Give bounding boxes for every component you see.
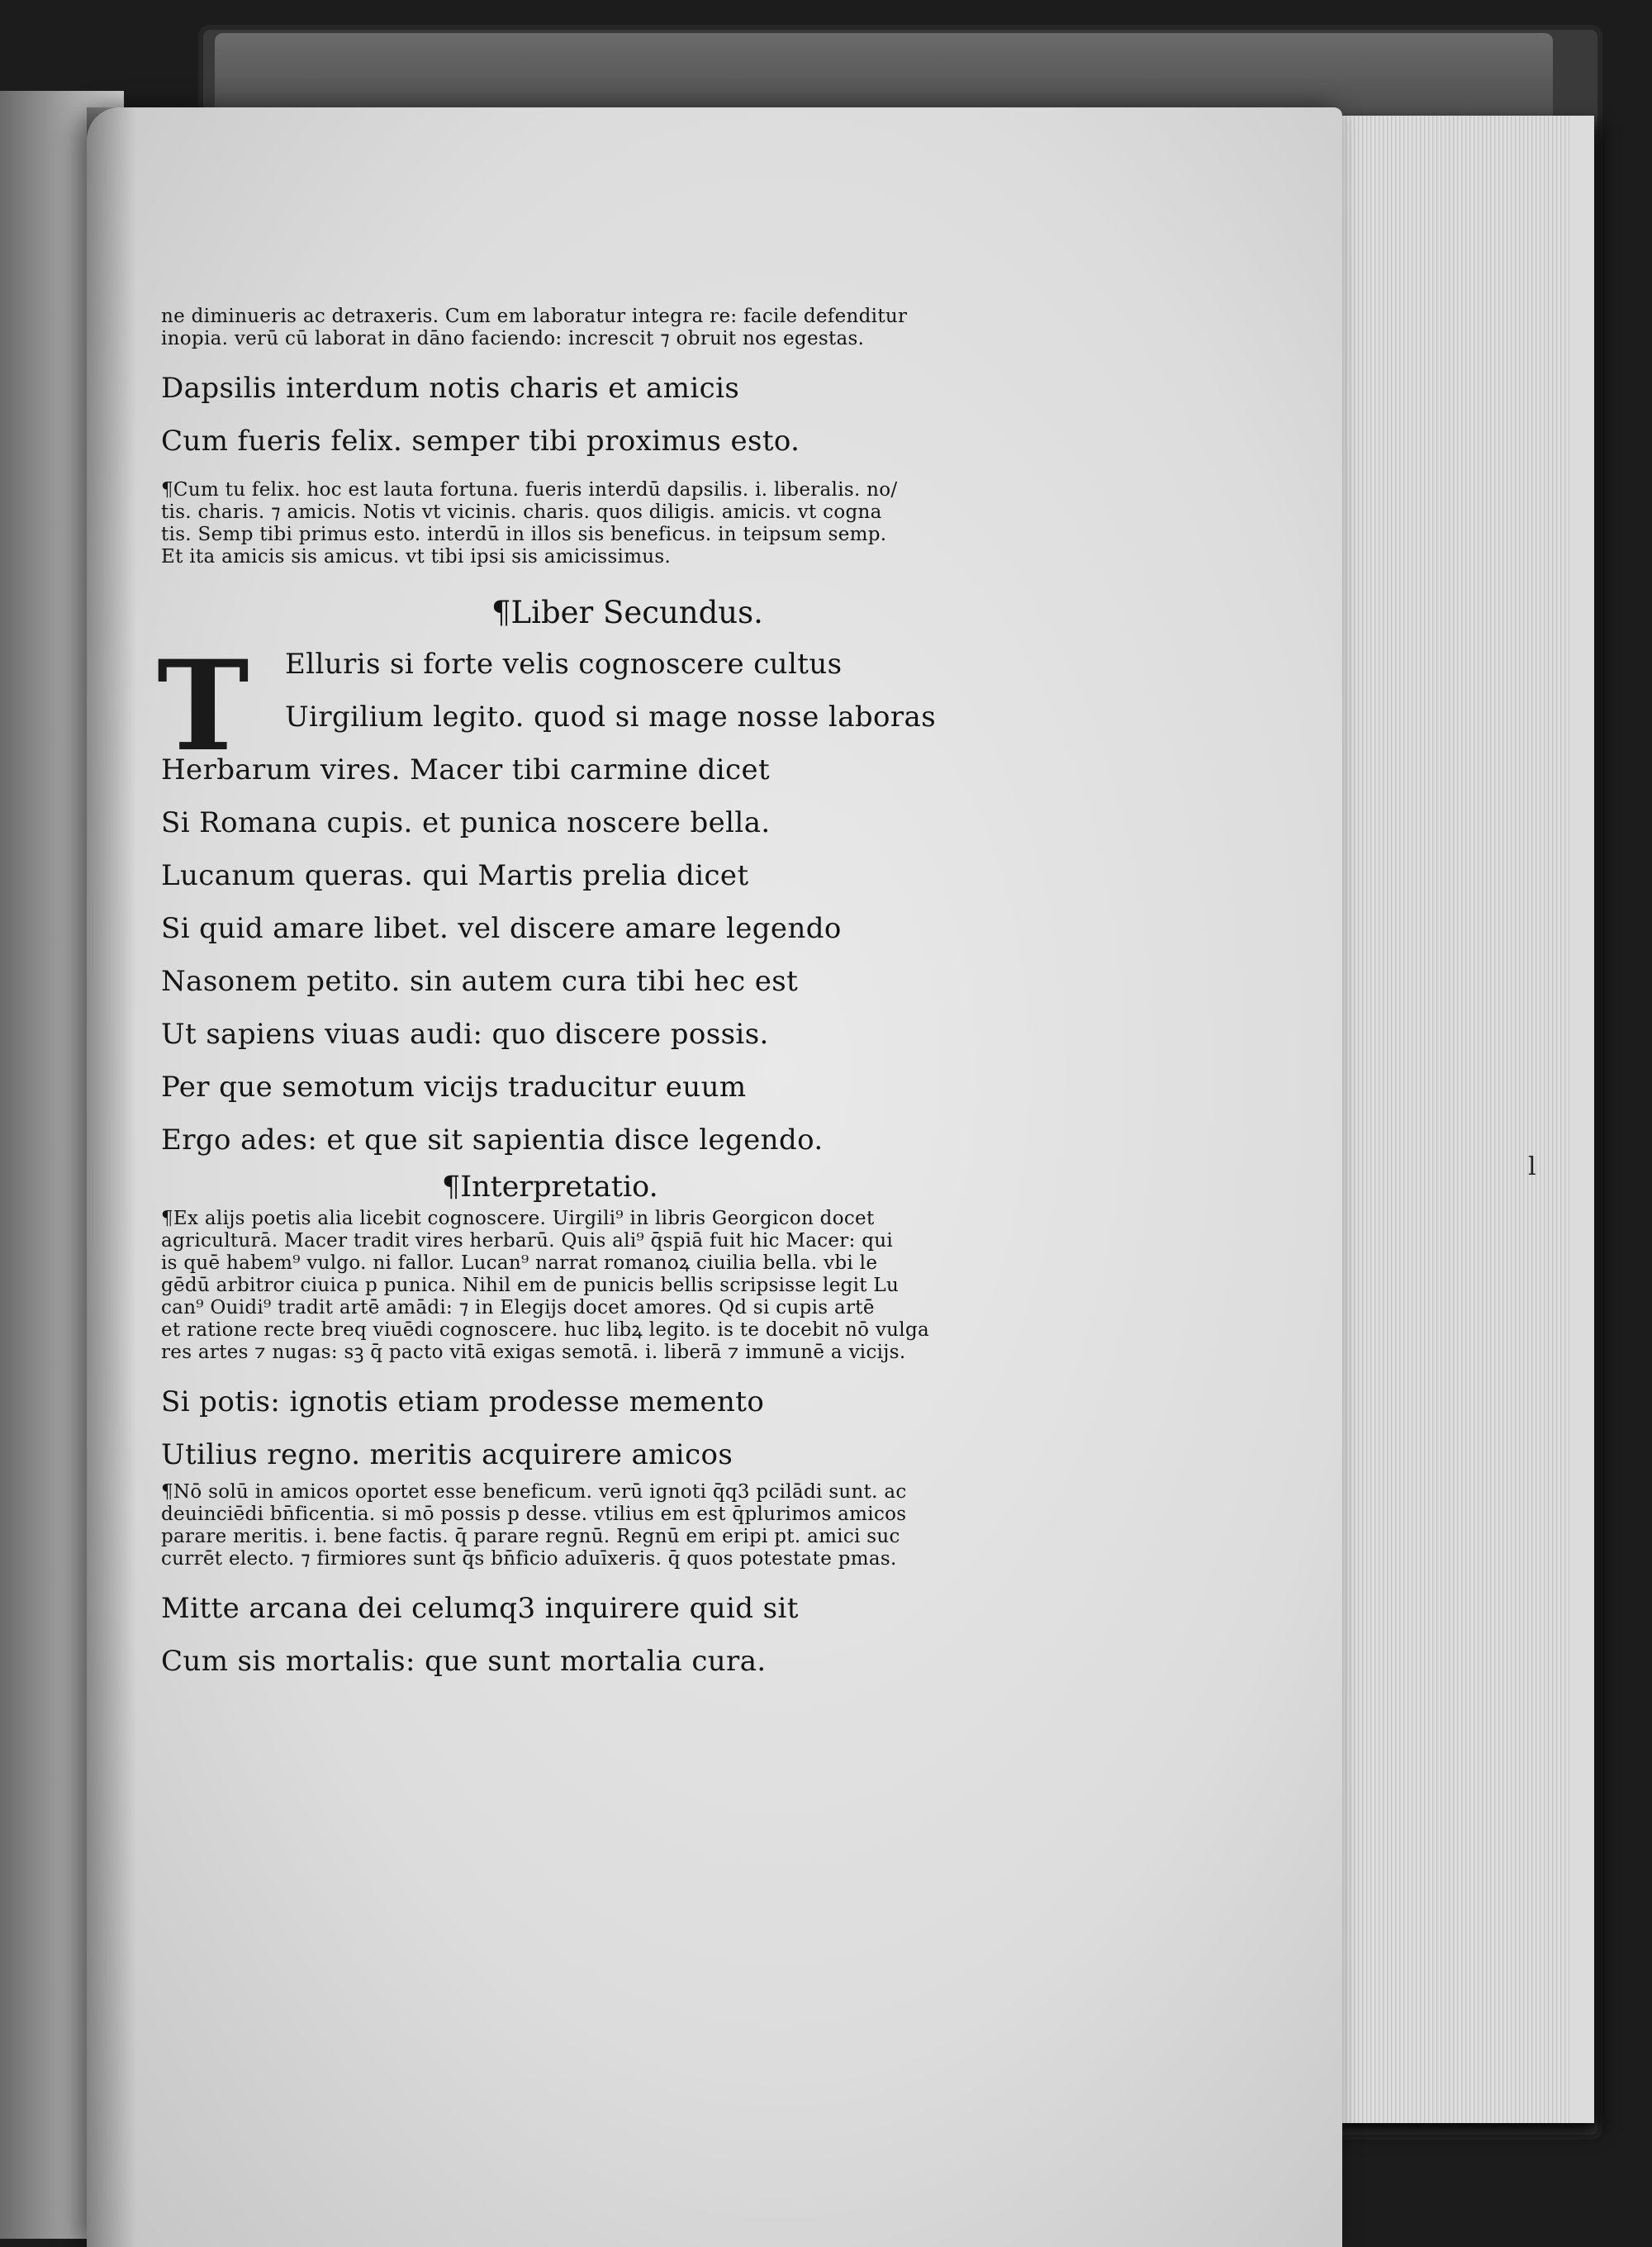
gloss-line: is quē habem⁹ vulgo. ni fallor. Lucan⁹ narrat romanoꝝ ciuilia bella. vbi le <box>161 1252 878 1274</box>
gloss-line: parare meritis. i. bene factis. q̄ parare regnū. Regnū em eripi pt. amici suc <box>161 1526 900 1547</box>
printed-text-block <box>157 306 1078 1688</box>
verse-group-4 <box>161 1582 1078 1688</box>
gloss-line: inopia. verū cū laborat in dāno faciendo: increscit ⁊ obruit nos egestas. <box>161 328 865 349</box>
gloss-line: can⁹ Ouidi⁹ tradit artē amādi: ⁊ in Elegijs docet amores. Qd si cupis artē <box>161 1297 875 1318</box>
gloss-line: tis. Semp tibi primus esto. interdū in illos sis beneficus. in teipsum semp. <box>161 524 887 545</box>
gloss-line: gēdū arbitror ciuica p punica. Nihil em de punicis bellis scripsisse legit Lu <box>161 1275 900 1296</box>
gloss-3 <box>161 1481 1078 1570</box>
verse-line: Per que semotum vicijs traducitur euum <box>161 1071 747 1104</box>
gloss-line: ¶Cum tu felix. hoc est lauta fortuna. fueris interdū dapsilis. i. liberalis. no/ <box>161 479 898 501</box>
gloss-line: ¶Nō solū in amicos oportet esse beneficum. verū ignoti q̄q3 pcilādi sunt. ac <box>161 1481 907 1503</box>
verse-line: Ergo ades: et que sit sapientia disce legendo. <box>161 1124 824 1157</box>
verse-line: Utilius regno. meritis acquirere amicos <box>161 1438 733 1471</box>
verse-line: Si Romana cupis. et punica noscere bella. <box>161 806 771 839</box>
verse-line: Nasonem petito. sin autem cura tibi hec est <box>161 965 799 998</box>
verse-line: Uirgilium legito. quod si mage nosse laboras <box>285 701 937 734</box>
gloss-line: res artes ⁊ nugas: sꝫ q̄ pacto vitā exigas semotā. i. liberā ⁊ immunē a vicijs. <box>161 1342 906 1363</box>
verse-line: Si potis: ignotis etiam prodesse memento <box>161 1385 765 1418</box>
gloss-line: currēt electo. ⁊ firmiores sunt q̄s bn̄ficio aduīxeris. q̄ quos potestate pmas. <box>161 1548 897 1570</box>
verse-line: Cum fueris felix. semper tibi proximus esto. <box>161 425 800 458</box>
gloss-line: et ratione recte breq viuēdi cognoscere. huc libꝝ legito. is te docebit nō vulga <box>161 1319 929 1341</box>
gloss-top <box>161 306 1078 350</box>
gloss-line: deuinciēdi bn̄ficentia. si mō possis p desse. vtilius em est q̄plurimos amicos <box>161 1504 907 1525</box>
verse-line: Mitte arcana dei celumq3 inquirere quid sit <box>161 1592 799 1625</box>
verse-line: Si quid amare libet. vel discere amare legendo <box>161 912 842 945</box>
gloss-2 <box>161 1208 1078 1364</box>
gloss-line: ¶Ex alijs poetis alia licebit cognoscere. Uirgili⁹ in libris Georgicon docet <box>161 1208 875 1229</box>
gloss-line: Et ita amicis sis amicus. vt tibi ipsi sis amicissimus. <box>161 546 672 568</box>
verse-line: Herbarum vires. Macer tibi carmine dicet <box>161 753 771 786</box>
gloss-line: ne diminueris ac detraxeris. Cum em laboratur integra re: facile defenditur <box>161 306 908 327</box>
gutter-shadow <box>87 107 136 2247</box>
gloss-1 <box>161 479 1078 568</box>
gloss-line: tis. charis. ⁊ amicis. Notis vt vicinis. charis. quos diligis. amicis. vt cogna <box>161 501 882 523</box>
verse-group-2 <box>157 634 1078 1166</box>
verse-line: Ut sapiens viuas audi: quo discere possis. <box>161 1018 769 1051</box>
verse-group-1 <box>161 362 1078 468</box>
verse-line: Lucanum queras. qui Martis prelia dicet <box>161 859 749 892</box>
verse-line: Cum sis mortalis: que sunt mortalia cura. <box>161 1645 767 1678</box>
verse-group-3 <box>161 1375 1078 1481</box>
verse-line: Elluris si forte velis cognoscere cultus <box>285 648 843 681</box>
book-heading: ¶Liber Secundus. <box>491 595 763 630</box>
verse-line: Dapsilis interdum notis charis et amicis <box>161 372 740 405</box>
marginal-mark: l <box>1528 1152 1536 1181</box>
page-block-edges <box>1322 116 1594 2123</box>
gloss-line: agriculturā. Macer tradit vires herbarū. Quis ali⁹ q̄spiā fuit hic Macer: qui <box>161 1230 894 1252</box>
decorated-initial: T <box>157 634 249 779</box>
interpretatio-heading: ¶Interpretatio. <box>442 1171 658 1204</box>
